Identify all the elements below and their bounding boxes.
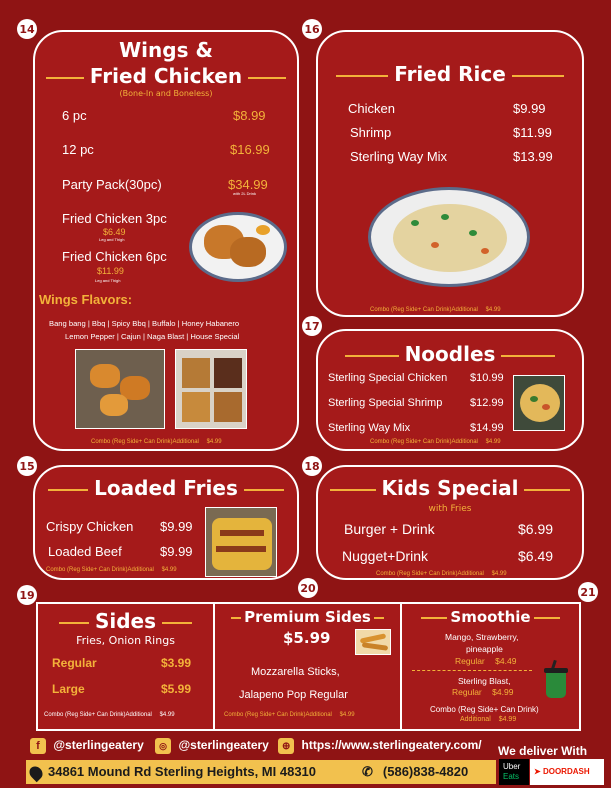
section-number-badge: 17 <box>302 316 322 336</box>
noodles-title-text: Noodles <box>404 342 496 366</box>
combo-note <box>224 712 355 718</box>
section-number-badge: 21 <box>578 582 598 602</box>
phone-number[interactable]: (586)838-4820 <box>382 764 469 779</box>
menu-item-price: $8.99 <box>233 108 266 123</box>
menu-item-note: Leg and Thigh <box>99 237 125 242</box>
combo-price: $4.99 <box>491 571 507 577</box>
loaded-fries-section <box>33 465 299 580</box>
sides-title <box>38 609 213 633</box>
wings-title-line1: Wings & <box>119 38 213 62</box>
loaded-fries-title-text: Loaded Fries <box>94 476 238 500</box>
menu-item-price: $10.99 <box>470 372 504 384</box>
title-decoration <box>374 617 384 619</box>
menu-item-name: Nugget+Drink <box>342 548 428 564</box>
facebook-handle[interactable]: @sterlingeatery <box>53 738 144 753</box>
title-decoration <box>534 617 560 619</box>
kids-special-subtitle: with Fries <box>428 504 472 514</box>
smoothie-section <box>402 604 579 729</box>
menu-item-name: Crispy Chicken <box>46 519 134 534</box>
website-link[interactable]: https://www.sterlingeatery.com/ <box>301 738 482 753</box>
loaded-fries-title <box>35 476 297 500</box>
combo-price: $4.99 <box>339 712 355 718</box>
loaded-fries-photo <box>205 507 277 577</box>
doordash-icon: ➤ <box>534 767 541 776</box>
premium-sides-line: Jalapeno Pop Regular <box>239 689 348 701</box>
doordash-logo <box>530 759 604 785</box>
smoothie-title <box>402 608 579 626</box>
title-decoration <box>46 77 84 79</box>
premium-sides-title-text: Premium Sides <box>244 608 371 626</box>
combo-note <box>46 567 177 573</box>
doordash-text: DOORDASH <box>542 767 590 776</box>
instagram-icon[interactable]: ◎ <box>155 738 171 754</box>
menu-item-name: Sterling Way Mix <box>350 149 448 164</box>
sides-subtitle: Fries, Onion Rings <box>76 634 175 647</box>
kids-special-section <box>316 465 584 580</box>
title-decoration <box>512 75 564 77</box>
sides-title-text: Sides <box>94 609 157 633</box>
combo-label: Additional <box>460 716 491 723</box>
smoothie-flavors: Mango, Strawberry, <box>445 632 519 642</box>
section-number-badge: 16 <box>302 19 322 39</box>
premium-sides-section <box>215 604 400 729</box>
menu-item-name: Fried Chicken 6pc <box>62 249 167 264</box>
combo-label: Combo (Reg Side+ Can Drink)Additional <box>44 712 152 718</box>
social-row <box>30 738 482 754</box>
title-decoration <box>421 617 447 619</box>
combo-note <box>91 439 222 445</box>
smoothie-divider <box>412 670 532 671</box>
noodles-photo <box>513 375 565 431</box>
title-decoration <box>231 617 241 619</box>
fried-rice-section <box>316 30 584 317</box>
menu-item-price: $6.49 <box>518 548 554 564</box>
menu-item-note: Leg and Thigh <box>95 278 121 283</box>
smoothie-combo: Combo (Reg Side+ Can Drink) <box>430 705 539 714</box>
website-icon[interactable]: ⊕ <box>278 738 294 754</box>
title-decoration <box>336 75 388 77</box>
wings-flavors-list: Bang bang | Bbq | Spicy Bbq | Buffalo | Honey Habanero <box>49 319 240 328</box>
uber-eats-text: Uber <box>503 762 521 771</box>
combo-note <box>370 307 501 313</box>
noodles-section <box>316 329 584 451</box>
smoothie-price-row <box>455 656 516 666</box>
fried-rice-title-text: Fried Rice <box>394 62 506 86</box>
menu-item-price: $6.49 <box>103 227 126 237</box>
wings-box-photo <box>175 349 247 429</box>
menu-item-price: $3.99 <box>161 656 192 670</box>
title-decoration <box>501 355 555 357</box>
smoothie-flavors: pineapple <box>466 644 503 654</box>
menu-item-name: Sterling Special Shrimp <box>328 397 443 409</box>
wings-title-line2 <box>35 64 297 88</box>
combo-note <box>44 712 175 718</box>
title-decoration <box>345 355 399 357</box>
combo-note <box>370 439 501 445</box>
section-number-badge: 18 <box>302 456 322 476</box>
mozzarella-sticks-photo <box>355 629 391 655</box>
menu-item-name: Large <box>52 682 85 696</box>
title-decoration <box>48 489 88 491</box>
combo-price: $4.99 <box>161 567 177 573</box>
wings-flavors-title: Wings Flavors: <box>39 292 133 307</box>
menu-item-price: $9.99 <box>513 101 546 116</box>
combo-label: Combo (Reg Side+ Can Drink)Additional <box>370 307 478 313</box>
menu-item-name: 6 pc <box>62 108 87 123</box>
address-row <box>30 764 316 780</box>
combo-price: $4.99 <box>159 712 175 718</box>
premium-sides-title <box>215 608 400 626</box>
deliver-text: We deliver With <box>498 744 588 758</box>
combo-price: $4.99 <box>498 716 517 723</box>
section-number-badge: 14 <box>17 19 37 39</box>
wings-title-text: Fried Chicken <box>89 64 243 88</box>
combo-price: $4.99 <box>206 439 222 445</box>
wings-section <box>33 30 299 451</box>
title-decoration <box>330 489 376 491</box>
menu-item-price: $34.99 <box>228 177 268 192</box>
title-decoration <box>59 622 89 624</box>
menu-item-name: Shrimp <box>350 125 392 140</box>
fried-rice-title <box>318 62 582 86</box>
menu-item-name: Loaded Beef <box>48 544 122 559</box>
section-number-badge: 20 <box>298 578 318 598</box>
kids-special-title <box>318 476 582 500</box>
combo-price: $4.99 <box>485 307 501 313</box>
combo-label: Combo (Reg Side+ Can Drink)Additional <box>376 571 484 577</box>
menu-item-price: $6.99 <box>518 521 554 537</box>
menu-item-price: $9.99 <box>160 544 193 559</box>
combo-price: $4.99 <box>485 439 501 445</box>
menu-item-price: $11.99 <box>513 125 552 140</box>
section-number-badge: 19 <box>17 585 37 605</box>
title-decoration <box>248 77 286 79</box>
smoothie-flavors: Sterling Blast, <box>458 676 511 686</box>
wings-subtitle: (Bone-In and Boneless) <box>119 89 213 98</box>
combo-note <box>460 716 516 723</box>
location-pin-icon <box>27 763 45 781</box>
menu-item-price: $16.99 <box>230 142 270 157</box>
facebook-icon[interactable]: f <box>30 738 46 754</box>
size-label: Regular <box>452 687 482 697</box>
smoothie-price-row <box>452 687 513 697</box>
combo-label: Combo (Reg Side+ Can Drink)Additional <box>91 439 199 445</box>
combo-label: Combo (Reg Side+ Can Drink)Additional <box>46 567 154 573</box>
kids-special-title-text: Kids Special <box>381 476 519 500</box>
smoothie-price: $4.49 <box>495 656 517 666</box>
menu-item-price: $5.99 <box>161 682 192 696</box>
uber-eats-logo <box>499 759 529 785</box>
menu-item-price: $9.99 <box>160 519 193 534</box>
menu-item-price: $12.99 <box>470 397 504 409</box>
instagram-handle[interactable]: @sterlingeatery <box>178 738 269 753</box>
menu-item-name: Sterling Way Mix <box>328 422 411 434</box>
section-number-badge: 15 <box>17 456 37 476</box>
menu-item-name: Sterling Special Chicken <box>328 372 448 384</box>
menu-item-name: 12 pc <box>62 142 94 157</box>
menu-item-name: Chicken <box>348 101 395 116</box>
menu-item-price: $13.99 <box>513 149 553 164</box>
size-label: Regular <box>455 656 485 666</box>
menu-item-name: Fried Chicken 3pc <box>62 211 167 226</box>
wings-flavors-list: Lemon Pepper | Cajun | Naga Blast | House Special <box>65 332 240 341</box>
address-text: 34861 Mound Rd Sterling Heights, MI 48310 <box>48 764 317 779</box>
phone-icon: ✆ <box>362 764 373 779</box>
smoothie-price: $4.99 <box>492 687 514 697</box>
smoothie-title-text: Smoothie <box>450 608 531 626</box>
menu-item-price: $14.99 <box>470 422 504 434</box>
menu-item-name: Regular <box>52 656 97 670</box>
combo-label: Combo (Reg Side+ Can Drink)Additional <box>224 712 332 718</box>
combo-label: Combo (Reg Side+ Can Drink)Additional <box>370 439 478 445</box>
phone-row <box>362 764 468 780</box>
title-decoration <box>162 622 192 624</box>
fried-chicken-plate-image <box>189 212 287 282</box>
title-decoration <box>244 489 284 491</box>
wings-photo <box>75 349 165 429</box>
noodles-title <box>318 342 582 366</box>
menu-item-note: with 2L Drink <box>233 191 256 196</box>
menu-item-price: $11.99 <box>97 266 124 276</box>
fried-rice-plate-image <box>368 187 530 287</box>
uber-eats-text: Eats <box>503 772 520 781</box>
combo-note <box>376 571 507 577</box>
menu-item-name: Party Pack(30pc) <box>62 177 162 192</box>
menu-item-name: Burger + Drink <box>344 521 435 537</box>
sides-section <box>38 604 213 729</box>
premium-sides-price: $5.99 <box>283 629 331 647</box>
smoothie-cup-image <box>542 660 570 700</box>
premium-sides-line: Mozzarella Sticks, <box>251 666 340 678</box>
title-decoration <box>524 489 570 491</box>
